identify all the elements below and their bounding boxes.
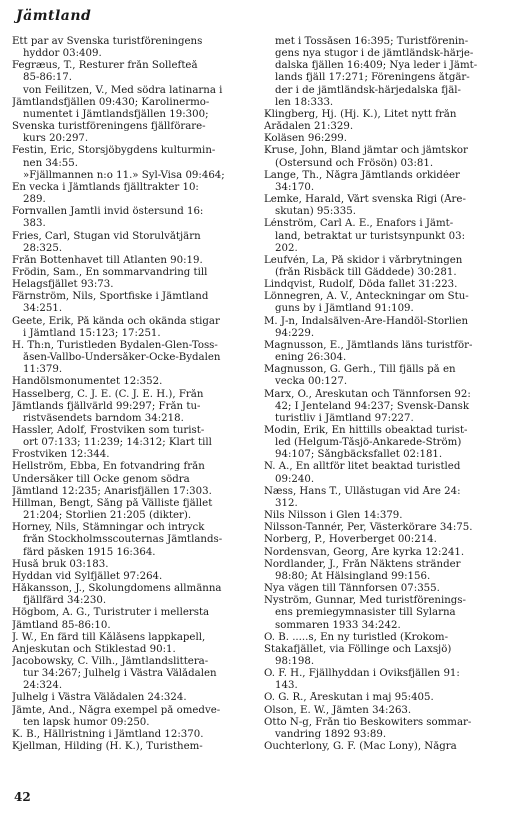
index-line: »Fjällmannen n:o 11.» Syl-Visa 09:464; xyxy=(23,169,225,181)
index-line: sommaren 1933 34:242. xyxy=(275,619,401,631)
index-line: Lönnegren, A. V., Anteckningar om Stu- xyxy=(264,291,469,303)
index-line: Klingberg, Hj. (Hj. K.), Litet nytt från xyxy=(264,108,457,120)
index-line: O. F. H., Fjällhyddan i Oviksfjällen 91: xyxy=(264,668,460,680)
index-line: Frostviken 12:344. xyxy=(12,449,110,461)
index-line: Fornvallen Jamtli invid östersund 16: xyxy=(12,206,204,218)
index-line: färd påsken 1915 16:364. xyxy=(23,546,156,558)
index-line: vecka 00:127. xyxy=(275,376,348,388)
index-line: Hasselberg, C. J. E. (C. J. E. H.), Från xyxy=(12,388,204,400)
index-line: Julhelg i Västra Välådalen 24:324. xyxy=(12,692,187,704)
index-line: Olson, E. W., Jämten 34:263. xyxy=(264,704,412,716)
index-line: N. A., En alltför litet beaktad turistled xyxy=(264,461,461,473)
index-column-right xyxy=(264,36,500,753)
index-line: (från Risbäck till Gäddede) 30:281. xyxy=(275,266,457,278)
index-column-left xyxy=(12,36,244,753)
index-line: Arådalen 21:329. xyxy=(264,121,354,133)
index-line: i Jämtland 15:123; 17:251. xyxy=(23,327,161,339)
index-line: Hassler, Adolf, Frostviken som turist- xyxy=(12,425,205,436)
index-line: 34:170. xyxy=(275,181,315,193)
index-line: Lénström, Carl A. E., Enafors i Jämt- xyxy=(264,218,454,230)
index-line: len 18:333. xyxy=(275,96,334,108)
index-line: vandring 1892 93:89. xyxy=(275,728,387,740)
index-line: Helagsfjället 93:73. xyxy=(12,279,114,291)
index-line: Hillman, Bengt, Sång på Välliste fjället xyxy=(12,497,213,509)
page-number: 42 xyxy=(14,790,31,804)
index-line: skutan) 95:335. xyxy=(275,206,356,218)
index-line: Nordlander, J., Från Näktens stränder xyxy=(264,558,461,570)
index-line: kurs 20:297. xyxy=(23,133,89,145)
index-line: ristväsendets barndom 34:218. xyxy=(23,412,184,424)
index-line: Lindqvist, Rudolf, Döda fallet 31:223. xyxy=(264,279,458,291)
index-line: tur 34:267; Julhelg i Västra Välådalen xyxy=(23,668,217,680)
index-line: H. Th:n, Turistleden Bydalen-Glen-Toss- xyxy=(12,339,218,351)
index-line: Norberg, P., Hoverberget 00:214. xyxy=(264,534,437,546)
index-line: Hellström, Ebba, En fotvandring från xyxy=(12,461,205,473)
index-line: Nordensvan, Georg, Åre kyrka 12:241. xyxy=(264,546,465,558)
index-line: Högbom, A. G., Turistruter i mellersta xyxy=(12,607,210,619)
index-line: åsen-Vallbo-Undersåker-Ocke-Bydalen xyxy=(23,352,221,364)
index-line: ten lapsk humor 09:250. xyxy=(23,716,150,728)
index-line: ens premiegymnasister till Sylarna xyxy=(275,607,456,619)
index-line: 28:325. xyxy=(23,242,63,254)
index-line: Stakafjället, via Föllinge och Laxsjö) xyxy=(264,643,452,655)
index-line: En vecka i Jämtlands fjälltrakter 10: xyxy=(12,181,199,193)
index-line: Jacobowsky, C. Vilh., Jämtlandslittera- xyxy=(12,655,209,667)
index-line: O. B. .....s, En ny turistled (Krokom- xyxy=(264,631,449,643)
index-line: (Östersund och Frösön) 03:81. xyxy=(275,157,434,169)
index-line: Lange, Th., Några Jämtlands orkidéer xyxy=(264,169,460,181)
index-line: Från Bottenhavet till Atlanten 90:19. xyxy=(12,254,203,266)
index-line: Geete, Erik, På kända och okända stigar xyxy=(12,315,220,327)
index-line: Jämte, And., Några exempel på omedve- xyxy=(12,704,221,716)
index-line: 09:240. xyxy=(275,473,315,485)
index-line: från Stockholmsscouternas Jämtlands- xyxy=(23,534,223,546)
page-heading: Jämtland xyxy=(16,8,92,24)
index-line: Fegræus, T., Resturer från Sollefteå xyxy=(12,60,198,72)
index-line: nen 34:55. xyxy=(23,157,78,169)
index-line: 21:204; Storlien 21:205 (dikter). xyxy=(23,510,192,522)
index-line: Frödin, Sam., En sommarvandring till xyxy=(12,266,208,278)
index-line: numentet i Jämtlandsfjällen 19:300; xyxy=(23,108,209,120)
index-line: Färnström, Nils, Sportfiske i Jämtland xyxy=(12,291,209,303)
index-line: Nils Nilsson i Glen 14:379. xyxy=(264,510,403,522)
index-line: Magnusson, G. Gerh., Till fjälls på en xyxy=(264,364,456,376)
index-line: Håkansson, J., Skolungdomens allmänna xyxy=(12,583,222,595)
index-line: 143. xyxy=(275,680,298,692)
index-line: Anjeskutan och Stiklestad 90:1. xyxy=(12,643,176,655)
index-line: met i Tossåsen 16:395; Turistförenin- xyxy=(275,36,469,47)
index-line: 94:229. xyxy=(275,327,315,339)
index-line: der i de jämtländsk-härjedalska fjäl- xyxy=(275,84,461,96)
index-line: Otto N-g, Från tio Beskowiters sommar- xyxy=(264,716,472,728)
index-line: Festin, Eric, Storsjöbygdens kulturmin- xyxy=(12,145,216,157)
index-line: Næss, Hans T., Ullåstugan vid Åre 24: xyxy=(264,485,461,497)
index-line: Nya vägen till Tännforsen 07:355. xyxy=(264,583,440,595)
index-line: led (Helgum-Tåsjö-Ankarede-Ström) xyxy=(275,437,462,449)
index-line: Nilsson-Tannér, Per, Västerkörare 34:75. xyxy=(264,522,473,534)
index-line: Undersåker till Ocke genom södra xyxy=(12,473,190,485)
index-line: Jämtlandsfjällen 09:430; Karolinermo- xyxy=(12,96,210,108)
index-line: Huså bruk 03:183. xyxy=(12,558,109,570)
index-line: 34:251. xyxy=(23,303,63,315)
index-line: K. B., Hällristning i Jämtland 12:370. xyxy=(12,728,204,740)
index-line: 202. xyxy=(275,242,298,254)
index-line: Handölsmonumentet 12:352. xyxy=(12,376,163,388)
index-line: guns by i Jämtland 91:109. xyxy=(275,303,414,315)
index-line: Horney, Nils, Stämningar och intryck xyxy=(12,522,205,534)
index-line: von Feilitzen, V., Med södra latinarna i xyxy=(23,84,223,96)
index-line: Koläsen 96:299. xyxy=(264,133,347,145)
index-line: lands fjäll 17:271; Föreningens åtgär- xyxy=(275,72,470,84)
index-line: turistliv i Jämtland 97:227. xyxy=(275,412,414,424)
index-line: Jämtlands fjällvärld 99:297; Från tu- xyxy=(12,400,201,412)
index-line: Svenska turistföreningens fjällförare- xyxy=(12,121,206,133)
index-line: Kruse, John, Bland jämtar och jämtskor xyxy=(264,145,468,157)
index-line: 383. xyxy=(23,218,46,230)
index-line: Fries, Carl, Stugan vid Storulvåtjärn xyxy=(12,230,201,242)
index-line: O. G. R., Åreskutan i maj 95:405. xyxy=(264,692,434,704)
index-line: Hyddan vid Sylfjället 97:264. xyxy=(12,570,163,582)
index-line: Kjellman, Hilding (H. K.), Turisthem- xyxy=(12,741,203,753)
index-line: Nyström, Gunnar, Med turistförenings- xyxy=(264,595,466,607)
index-line: land, betraktat ur turistsynpunkt 03: xyxy=(275,230,466,242)
index-line: Jämtland 12:235; Anarisfjällen 17:303. xyxy=(12,485,212,497)
index-line: 94:107; Sångbäcksfallet 02:181. xyxy=(275,449,443,461)
index-line: ort 07:133; 11:239; 14:312; Klart till xyxy=(23,437,212,449)
index-line: 98:80; Åt Hälsingland 99:156. xyxy=(275,570,431,582)
index-line: Ouchterlony, G. F. (Mac Lony), Några xyxy=(264,741,457,753)
index-line: Modin, Erik, En hittills obeaktad turist- xyxy=(264,425,468,436)
index-line: Jämtland 85-86:10. xyxy=(12,619,111,631)
index-line: gens nya stugor i de jämtländsk-härje- xyxy=(275,48,474,60)
index-line: 24:324. xyxy=(23,680,63,692)
index-line: J. W., En färd till Kålåsens lappkapell, xyxy=(12,631,206,643)
index-line: fjällfärd 34:230. xyxy=(23,595,107,607)
index-line: Ett par av Svenska turistföreningens xyxy=(12,36,203,47)
index-line: Magnusson, E., Jämtlands läns turistför- xyxy=(264,339,473,351)
index-line: 312. xyxy=(275,497,298,509)
index-line: ening 26:304. xyxy=(275,352,347,364)
index-line: M. J-n, Indalsälven-Åre-Handöl-Storlien xyxy=(264,315,469,327)
index-line: 289. xyxy=(23,194,46,206)
index-line: dalska fjällen 16:409; Nya leder i Jämt- xyxy=(275,60,478,72)
index-line: 11:379. xyxy=(23,364,63,376)
index-line: Lemke, Harald, Vårt svenska Rigi (Åre- xyxy=(264,194,466,206)
index-line: Leufvén, La, På skidor i vårbrytningen xyxy=(264,254,463,266)
index-line: 98:198. xyxy=(275,655,315,667)
index-line: 42; I Jenteland 94:237; Svensk-Dansk xyxy=(275,400,470,412)
index-line: 85-86:17. xyxy=(23,72,73,84)
index-line: Marx, O., Åreskutan och Tännforsen 92: xyxy=(264,388,471,400)
index-line: hyddor 03:409. xyxy=(23,48,102,60)
